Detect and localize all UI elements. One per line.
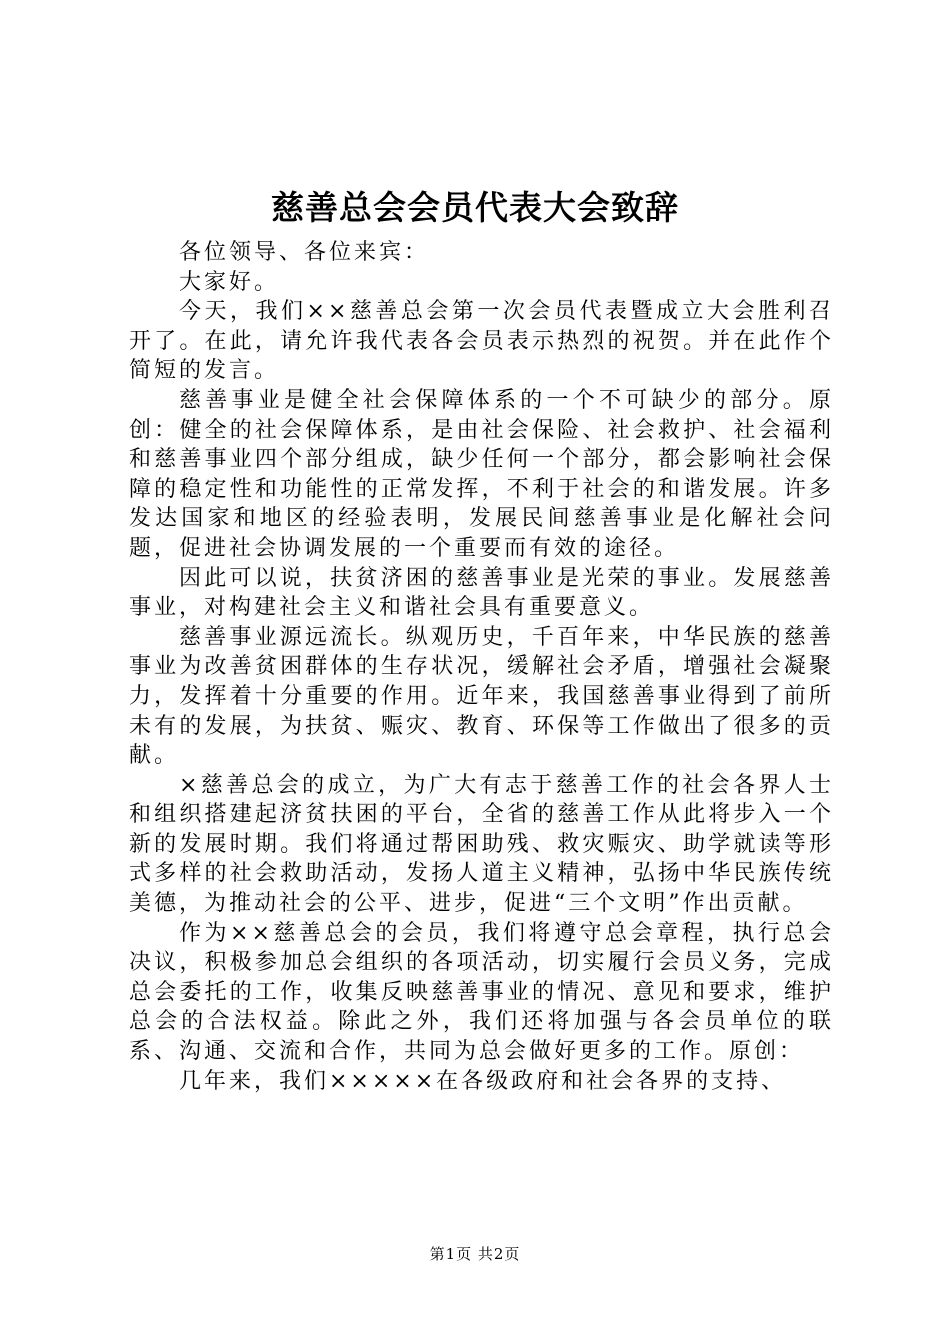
body-paragraph: 今天，我们××慈善总会第一次会员代表暨成立大会胜利召开了。在此，请允许我代表各会员表示热烈的祝贺。并在此作个简短的发言。 [129, 299, 834, 384]
body-paragraph: ×慈善总会的成立，为广大有志于慈善工作的社会各界人士和组织搭建起济贫扶困的平台，全省的慈善工作从此将步入一个新的发展时期。我们将通过帮困助残、救灾赈灾、助学就读等形式多样的社会救助活动，发扬人道主义精神，弘扬中华民族传统美德，为推动社会的公平、进步，促进“三个文明”作出贡献。 [129, 772, 834, 917]
body-paragraph: 慈善事业是健全社会保障体系的一个不可缺少的部分。原创：健全的社会保障体系，是由社会保险、社会救护、社会福利和慈善事业四个部分组成，缺少任何一个部分，都会影响社会保障的稳定性和功能性的正常发挥，不利于社会的和谐发展。许多发达国家和地区的经验表明，发展民间慈善事业是化解社会问题，促进社会协调发展的一个重要而有效的途径。 [129, 387, 834, 561]
body-paragraph: 几年来，我们×××××在各级政府和社会各界的支持、 [179, 1068, 787, 1094]
greeting-paragraph: 各位领导、各位来宾： [179, 240, 430, 265]
body-paragraph: 作为××慈善总会的会员，我们将遵守总会章程，执行总会决议，积极参加总会组织的各项活动，切实履行会员义务，完成总会委托的工作，收集反映慈善事业的情况、意见和要求，维护总会的合法权益。除此之外，我们还将加强与各会员单位的联系、沟通、交流和合作，共同为总会做好更多的工作。原创： [129, 920, 834, 1065]
body-paragraph: 因此可以说，扶贫济困的慈善事业是光荣的事业。发展慈善事业，对构建社会主义和谐社会具有重要意义。 [129, 565, 834, 621]
salutation-paragraph: 大家好。 [179, 269, 280, 295]
document-body [129, 238, 834, 1096]
body-paragraph: 慈善事业源远流长。纵观历史，千百年来，中华民族的慈善事业为改善贫困群体的生存状况，缓解社会矛盾，增强社会凝聚力，发挥着十分重要的作用。近年来，我国慈善事业得到了前所未有的发展，为扶贫、赈灾、教育、环保等工作做出了很多的贡献。 [129, 624, 834, 769]
document-title: 慈善总会会员代表大会致辞 [271, 188, 679, 227]
page-number-footer: 第1页 共2页 [429, 1245, 521, 1263]
